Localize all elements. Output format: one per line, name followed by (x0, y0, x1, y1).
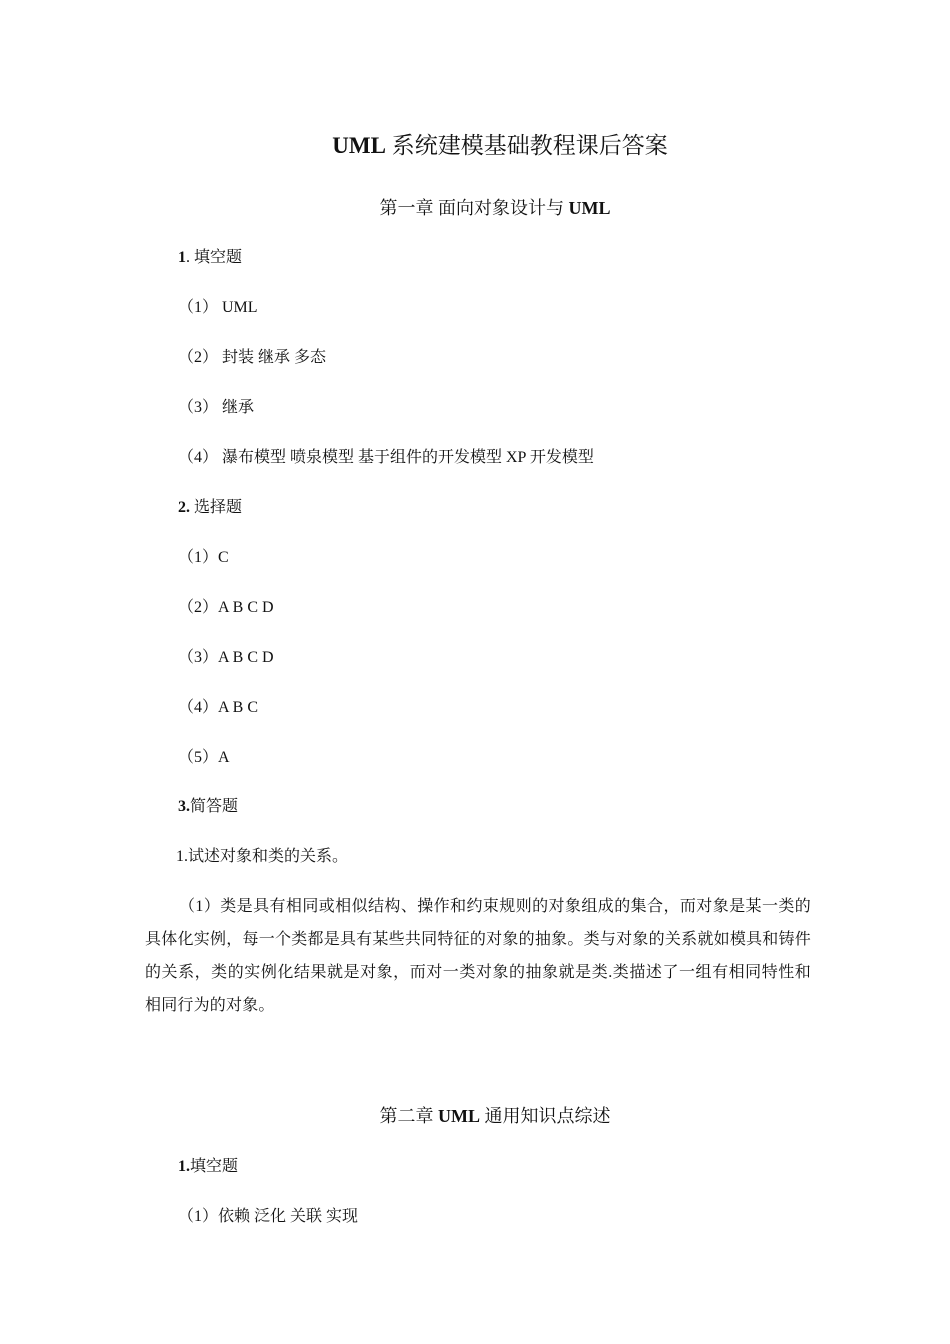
ch1-short-question-1: 1.试述对象和类的关系。 (176, 848, 349, 865)
ch1-choice-item-4: （4）A B C (178, 699, 259, 716)
chapter-2-suffix: 通用知识点综述 (480, 1106, 611, 1126)
ch1-short-heading-text: 简答题 (190, 798, 239, 815)
ch1-short-answer-1: （1）类是具有相同或相似结构、操作和约束规则的对象组成的集合，而对象是某一类的具体化实例，每一个类都是具有某些共同特征的对象的抽象。类与对象的关系就如模具和铸件的关系，类的实例化结果就是对象，而对一类对象的抽象就是类.类描述了一组有相同特性和相同行为的对象。 (145, 898, 811, 1014)
ch2-fill-heading (178, 1156, 238, 1178)
ch1-choice-item-1: （1）C (178, 549, 229, 566)
ch1-fill-item-2: （2） 封装 继承 多态 (178, 349, 327, 366)
chapter-1-heading (0, 195, 950, 221)
ch1-fill-item-4: （4） 瀑布模型 喷泉模型 基于组件的开发模型 XP 开发模型 (178, 449, 594, 466)
ch2-fill-heading-text: 填空题 (190, 1158, 239, 1175)
ch1-choice-heading (178, 497, 242, 519)
chapter-2-prefix: 第二章 (379, 1106, 438, 1126)
ch1-fill-heading-text: . 填空题 (186, 249, 243, 266)
ch1-choice-heading-num: 2. (178, 499, 190, 516)
ch1-short-heading-num: 3. (178, 798, 190, 815)
ch1-choice-item-3: （3）A B C D (178, 649, 274, 666)
ch2-fill-item-1: （1）依赖 泛化 关联 实现 (178, 1208, 359, 1225)
chapter-2-heading (0, 1103, 950, 1129)
chapter-1-bold: UML (568, 198, 611, 218)
ch1-fill-heading (178, 247, 242, 269)
ch1-fill-heading-num: 1 (178, 249, 186, 266)
ch2-fill-heading-num: 1. (178, 1158, 190, 1175)
title-rest-part: 系统建模基础教程课后答案 (385, 133, 668, 158)
ch1-fill-item-3: （3） 继承 (178, 399, 255, 416)
document-title (0, 130, 950, 162)
ch1-choice-heading-text: 选择题 (190, 499, 243, 516)
ch1-choice-item-5: （5）A (178, 749, 230, 766)
ch1-choice-item-2: （2）A B C D (178, 599, 274, 616)
ch1-fill-item-1: （1） UML (178, 299, 258, 316)
chapter-2-bold: UML (438, 1106, 480, 1126)
chapter-1-prefix: 第一章 面向对象设计与 (379, 198, 569, 218)
ch1-short-heading (178, 796, 238, 818)
title-bold-part: UML (332, 133, 386, 158)
